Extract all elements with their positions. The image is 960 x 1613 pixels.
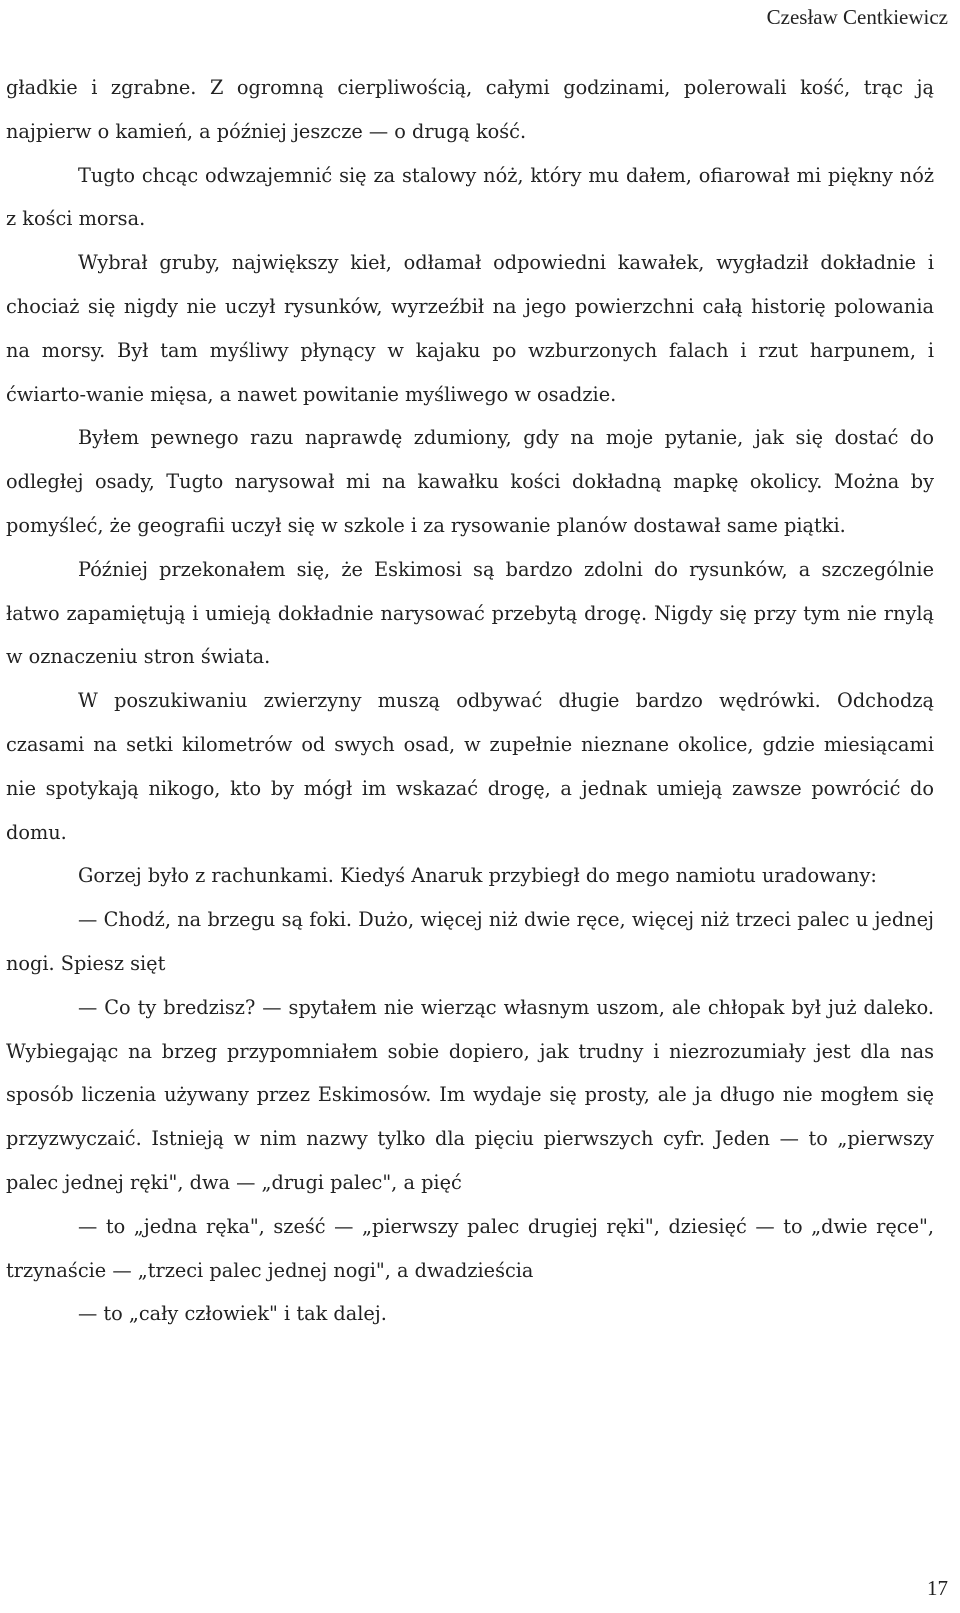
page-number: 17 — [927, 1576, 948, 1600]
paragraph-8: — Chodź, na brzegu są foki. Dużo, więcej niż dwie ręce, więcej niż trzeci palec u jednej nogi. Spiesz sięt — [6, 908, 934, 975]
paragraph-9: — Co ty bredzisz? — spytałem nie wierząc własnym uszom, ale chłopak był już daleko. Wybiegając na brzeg przypomniałem sobie dopiero, jak trudny i niezrozumiały jest dla nas sposób liczenia używany przez Eskimosów. Im wydaje się prosty, ale ja długo nie mogłem się przyzwyczaić. Istnieją w nim nazwy tylko dla pięciu pierwszych cyfr. Jeden — to „pierwszy palec jednej ręki", dwa — „drugi palec", a pięć — [6, 995, 934, 1194]
paragraph-1: gładkie i zgrabne. Z ogromną cierpliwością, całymi godzinami, polerowali kość, trąc ją najpierw o kamień, a później jeszcze — o drugą kość. — [6, 76, 934, 143]
paragraph-4: Byłem pewnego razu naprawdę zdumiony, gdy na moje pytanie, jak się dostać do odległej osady, Tugto narysował mi na kawałku kości dokładną mapkę okolicy. Można by pomyśleć, że geografii uczył się w szkole i za rysowanie planów dostawał same piątki. — [6, 426, 934, 537]
running-header-author: Czesław Centkiewicz — [766, 5, 948, 29]
paragraph-2: Tugto chcąc odwzajemnić się za stalowy nóż, który mu dałem, ofiarował mi piękny nóż z kości morsa. — [6, 163, 934, 231]
page-body-text — [6, 66, 934, 1336]
paragraph-11: — to „cały człowiek" i tak dalej. — [78, 1302, 387, 1326]
paragraph-7: Gorzej było z rachunkami. Kiedyś Anaruk przybiegł do mego namiotu uradowany: — [78, 864, 877, 888]
paragraph-5: Później przekonałem się, że Eskimosi są bardzo zdolni do rysunków, a szczególnie łatwo zapamiętują i umieją dokładnie narysować przebytą drogę. Nigdy się przy tym nie rnylą w oznaczeniu stron świata. — [6, 557, 934, 669]
paragraph-3: Wybrał gruby, największy kieł, odłamał odpowiedni kawałek, wygładził dokładnie i chociaż się nigdy nie uczył rysunków, wyrzeźbił na jego powierzchni całą historię polowania na morsy. Był tam myśliwy płynący w kajaku po wzburzonych falach i rzut harpunem, i ćwiarto-wanie mięsa, a nawet powitanie myśliwego w osadzie. — [6, 251, 934, 406]
paragraph-6: W poszukiwaniu zwierzyny muszą odbywać długie bardzo wędrówki. Odchodzą czasami na setki kilometrów od swych osad, w zupełnie nieznane okolice, gdzie miesiącami nie spotykają nikogo, kto by mógł im wskazać drogę, a jednak umieją zawsze powrócić do domu. — [6, 689, 934, 844]
paragraph-10: — to „jedna ręka", sześć — „pierwszy palec drugiej ręki", dziesięć — to „dwie ręce", trzynaście — „trzeci palec jednej nogi", a dwadzieścia — [6, 1214, 934, 1282]
